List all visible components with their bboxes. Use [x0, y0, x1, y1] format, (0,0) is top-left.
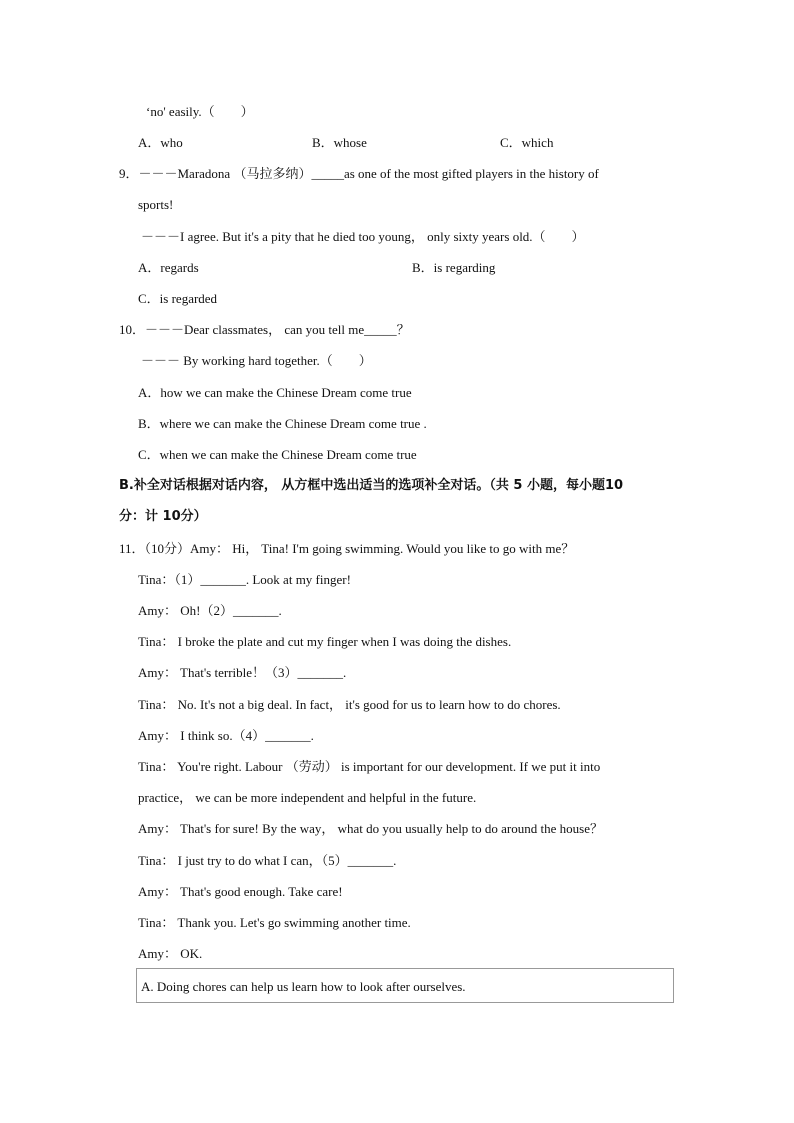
dialogue-line: practice， we can be more independent and helpful in the future.: [138, 790, 477, 805]
q9-option-a[interactable]: A．regards: [138, 260, 199, 275]
dialogue-line: Amy： That's terrible！（3）_______.: [138, 665, 347, 680]
dialogue-line: Tina： No. It's not a big deal. In fact， it's good for us to learn how to do chores.: [138, 697, 561, 712]
q10-stem: 10．－－－Dear classmates， can you tell me_____？: [119, 322, 410, 337]
dialogue-line: Tina： You're right. Labour （劳动） is important for our development. If we put it into: [138, 759, 601, 774]
q9-option-c[interactable]: C．is regarded: [138, 291, 218, 306]
dialogue-line: Amy： OK.: [138, 946, 203, 961]
dialogue-line: Amy： I think so.（4）_______.: [138, 728, 314, 743]
q8-option-c[interactable]: C．which: [500, 135, 554, 150]
q8-option-a[interactable]: A．who: [138, 135, 183, 150]
dialogue-line: Tina： I broke the plate and cut my finger when I was doing the dishes.: [138, 634, 512, 649]
q10-option-c[interactable]: C．when we can make the Chinese Dream come true: [138, 447, 417, 462]
q11-intro: 11．（10分）Amy： Hi， Tina! I'm going swimming. Would you like to go with me？: [119, 541, 575, 556]
q9-option-b[interactable]: B．is regarding: [412, 260, 496, 275]
q8-stem-tail: ‘no' easily.（ ）: [146, 104, 254, 119]
dialogue-line: Tina： Thank you. Let's go swimming another time.: [138, 915, 411, 930]
q10-option-a[interactable]: A．how we can make the Chinese Dream come true: [138, 385, 412, 400]
options-box: [136, 968, 674, 1003]
dialogue-line: Tina：（1）_______. Look at my finger!: [138, 572, 351, 587]
q8-option-b[interactable]: B．whose: [312, 135, 367, 150]
q9-stem-line2: sports!: [138, 197, 174, 212]
q9-response: －－－I agree. But it's a pity that he died too young， only sixty years old.（ ）: [141, 229, 585, 244]
dialogue-line: Tina： I just try to do what I can，（5）_______.: [138, 853, 397, 868]
dialogue-line: Amy： That's for sure! By the way， what do you usually help to do around the house？: [138, 821, 603, 836]
q10-response: －－－ By working hard together.（ ）: [141, 353, 372, 368]
q10-option-b[interactable]: B．where we can make the Chinese Dream come true .: [138, 416, 427, 431]
q9-stem-line1: 9．－－－Maradona （马拉多纳）_____as one of the most gifted players in the history of: [119, 166, 599, 181]
dialogue-line: Amy： Oh!（2）_______.: [138, 603, 282, 618]
box-option-a: A. Doing chores can help us learn how to look after ourselves.: [141, 979, 466, 994]
section-b-heading-line2: 分：计 10分）: [119, 509, 207, 524]
dialogue-line: Amy： That's good enough. Take care!: [138, 884, 343, 899]
section-b-heading-line1: B.补全对话根据对话内容， 从方框中选出适当的选项补全对话。（共 5 小题，每小题10: [119, 478, 624, 493]
